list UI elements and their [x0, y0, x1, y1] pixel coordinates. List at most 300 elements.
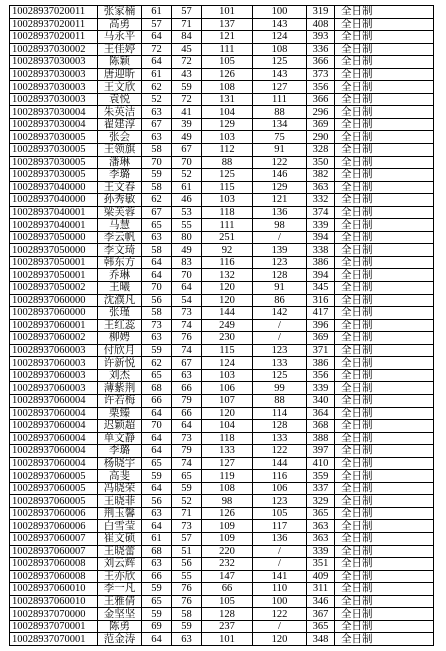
total-score-cell: 296	[307, 106, 335, 119]
foreign-language-score-cell: 73	[172, 520, 202, 533]
subject-2-score-cell: /	[253, 620, 307, 633]
total-score-cell: 388	[307, 432, 335, 445]
politics-score-cell: 67	[142, 118, 172, 131]
subject-1-score-cell: 120	[202, 282, 253, 295]
politics-score-cell: 56	[142, 495, 172, 508]
total-score-cell: 365	[307, 507, 335, 520]
table-row	[10, 169, 434, 182]
total-score-cell: 350	[307, 156, 335, 169]
subject-2-score-cell: 105	[253, 507, 307, 520]
subject-2-score-cell: 123	[253, 344, 307, 357]
foreign-language-score-cell: 66	[172, 407, 202, 420]
subject-1-score-cell: 232	[202, 558, 253, 571]
name-cell: 张瑾	[98, 307, 142, 320]
subject-2-score-cell: /	[253, 319, 307, 332]
study-mode-cell: 全日制	[335, 369, 434, 382]
name-cell: 王文春	[98, 181, 142, 194]
table-row	[10, 131, 434, 144]
name-cell: 潘琳	[98, 156, 142, 169]
politics-score-cell: 64	[142, 31, 172, 44]
table-row	[10, 43, 434, 56]
student-id-cell: 10028937030002	[10, 43, 98, 56]
student-id-cell: 10028937070000	[10, 608, 98, 621]
table-row	[10, 482, 434, 495]
student-id-cell: 10028937060004	[10, 432, 98, 445]
subject-2-score-cell: 123	[253, 495, 307, 508]
study-mode-cell: 全日制	[335, 56, 434, 69]
total-score-cell: 340	[307, 394, 335, 407]
foreign-language-score-cell: 57	[172, 6, 202, 19]
student-id-cell: 10028937050001	[10, 269, 98, 282]
total-score-cell: 417	[307, 307, 335, 320]
subject-1-score-cell: 220	[202, 545, 253, 558]
table-row	[10, 558, 434, 571]
table-row	[10, 532, 434, 545]
study-mode-cell: 全日制	[335, 558, 434, 571]
politics-score-cell: 70	[142, 420, 172, 433]
subject-2-score-cell: 128	[253, 269, 307, 282]
name-cell: 沈濮凡	[98, 294, 142, 307]
subject-2-score-cell: 91	[253, 282, 307, 295]
name-cell: 李文琦	[98, 244, 142, 257]
foreign-language-score-cell: 63	[172, 369, 202, 382]
total-score-cell: 339	[307, 219, 335, 232]
name-cell: 刘杰	[98, 369, 142, 382]
total-score-cell: 394	[307, 231, 335, 244]
politics-score-cell: 56	[142, 294, 172, 307]
foreign-language-score-cell: 79	[172, 394, 202, 407]
subject-1-score-cell: 137	[202, 18, 253, 31]
name-cell: 朱英洁	[98, 106, 142, 119]
table-row	[10, 68, 434, 81]
subject-1-score-cell: 126	[202, 68, 253, 81]
study-mode-cell: 全日制	[335, 206, 434, 219]
name-cell: 付欣月	[98, 344, 142, 357]
subject-2-score-cell: 128	[253, 420, 307, 433]
total-score-cell: 338	[307, 244, 335, 257]
total-score-cell: 409	[307, 570, 335, 583]
total-score-cell: 345	[307, 282, 335, 295]
study-mode-cell: 全日制	[335, 219, 434, 232]
subject-1-score-cell: 118	[202, 206, 253, 219]
foreign-language-score-cell: 54	[172, 294, 202, 307]
study-mode-cell: 全日制	[335, 457, 434, 470]
total-score-cell: 368	[307, 420, 335, 433]
table-row	[10, 545, 434, 558]
foreign-language-score-cell: 72	[172, 56, 202, 69]
total-score-cell: 346	[307, 595, 335, 608]
study-mode-cell: 全日制	[335, 432, 434, 445]
subject-1-score-cell: 129	[202, 118, 253, 131]
politics-score-cell: 61	[142, 68, 172, 81]
foreign-language-score-cell: 59	[172, 81, 202, 94]
foreign-language-score-cell: 71	[172, 507, 202, 520]
subject-2-score-cell: 123	[253, 256, 307, 269]
total-score-cell: 373	[307, 68, 335, 81]
name-cell: 薄紫荆	[98, 382, 142, 395]
table-row	[10, 633, 434, 646]
subject-2-score-cell: 106	[253, 482, 307, 495]
table-row	[10, 344, 434, 357]
study-mode-cell: 全日制	[335, 194, 434, 207]
politics-score-cell: 61	[142, 6, 172, 19]
name-cell: 王领旗	[98, 144, 142, 157]
student-id-cell: 10028937060006	[10, 507, 98, 520]
table-row	[10, 583, 434, 596]
name-cell: 范金涛	[98, 633, 142, 646]
foreign-language-score-cell: 67	[172, 357, 202, 370]
subject-1-score-cell: 127	[202, 457, 253, 470]
subject-1-score-cell: 126	[202, 507, 253, 520]
politics-score-cell: 73	[142, 319, 172, 332]
total-score-cell: 366	[307, 93, 335, 106]
politics-score-cell: 59	[142, 169, 172, 182]
name-cell: 陈勇	[98, 620, 142, 633]
name-cell: 王文欣	[98, 81, 142, 94]
admission-score-table	[9, 5, 434, 646]
foreign-language-score-cell: 74	[172, 457, 202, 470]
study-mode-cell: 全日制	[335, 633, 434, 646]
table-row	[10, 144, 434, 157]
name-cell: 杨晓宇	[98, 457, 142, 470]
name-cell: 张家楠	[98, 6, 142, 19]
subject-1-score-cell: 115	[202, 181, 253, 194]
study-mode-cell: 全日制	[335, 620, 434, 633]
subject-2-score-cell: 88	[253, 394, 307, 407]
subject-1-score-cell: 121	[202, 31, 253, 44]
subject-1-score-cell: 108	[202, 482, 253, 495]
total-score-cell: 316	[307, 294, 335, 307]
student-id-cell: 10028937030003	[10, 81, 98, 94]
subject-2-score-cell: /	[253, 231, 307, 244]
student-id-cell: 10028937020011	[10, 6, 98, 19]
study-mode-cell: 全日制	[335, 81, 434, 94]
politics-score-cell: 62	[142, 194, 172, 207]
study-mode-cell: 全日制	[335, 244, 434, 257]
total-score-cell: 371	[307, 344, 335, 357]
foreign-language-score-cell: 63	[172, 633, 202, 646]
foreign-language-score-cell: 46	[172, 194, 202, 207]
subject-1-score-cell: 105	[202, 595, 253, 608]
name-cell: 李一凡	[98, 583, 142, 596]
student-id-cell: 10028937060002	[10, 332, 98, 345]
student-id-cell: 10028937060008	[10, 570, 98, 583]
politics-score-cell: 64	[142, 445, 172, 458]
politics-score-cell: 63	[142, 558, 172, 571]
study-mode-cell: 全日制	[335, 282, 434, 295]
study-mode-cell: 全日制	[335, 420, 434, 433]
study-mode-cell: 全日制	[335, 68, 434, 81]
subject-1-score-cell: 106	[202, 382, 253, 395]
name-cell: 王晓菲	[98, 495, 142, 508]
subject-1-score-cell: 249	[202, 319, 253, 332]
subject-1-score-cell: 66	[202, 583, 253, 596]
foreign-language-score-cell: 80	[172, 231, 202, 244]
foreign-language-score-cell: 73	[172, 307, 202, 320]
table-row	[10, 445, 434, 458]
study-mode-cell: 全日制	[335, 307, 434, 320]
name-cell: 许若梅	[98, 394, 142, 407]
foreign-language-score-cell: 79	[172, 445, 202, 458]
subject-2-score-cell: 125	[253, 369, 307, 382]
name-cell: 马永平	[98, 31, 142, 44]
politics-score-cell: 67	[142, 206, 172, 219]
study-mode-cell: 全日制	[335, 181, 434, 194]
politics-score-cell: 68	[142, 382, 172, 395]
table-row	[10, 357, 434, 370]
study-mode-cell: 全日制	[335, 382, 434, 395]
politics-score-cell: 58	[142, 144, 172, 157]
student-id-cell: 10028937030005	[10, 169, 98, 182]
subject-1-score-cell: 132	[202, 269, 253, 282]
total-score-cell: 356	[307, 81, 335, 94]
student-id-cell: 10028937030005	[10, 156, 98, 169]
study-mode-cell: 全日制	[335, 495, 434, 508]
student-id-cell: 10028937030003	[10, 56, 98, 69]
politics-score-cell: 59	[142, 583, 172, 596]
table-row	[10, 394, 434, 407]
name-cell: 唐迎昕	[98, 68, 142, 81]
foreign-language-score-cell: 70	[172, 269, 202, 282]
foreign-language-score-cell: 73	[172, 432, 202, 445]
table-row	[10, 332, 434, 345]
table-row	[10, 156, 434, 169]
subject-1-score-cell: 103	[202, 131, 253, 144]
total-score-cell: 394	[307, 269, 335, 282]
subject-2-score-cell: 125	[253, 56, 307, 69]
total-score-cell: 374	[307, 206, 335, 219]
study-mode-cell: 全日制	[335, 294, 434, 307]
name-cell: 迟颖超	[98, 420, 142, 433]
politics-score-cell: 63	[142, 131, 172, 144]
table-row	[10, 6, 434, 19]
subject-1-score-cell: 105	[202, 56, 253, 69]
table-row	[10, 181, 434, 194]
student-id-cell: 10028937060008	[10, 558, 98, 571]
name-cell: 韩东方	[98, 256, 142, 269]
name-cell: 乔琳	[98, 269, 142, 282]
name-cell: 崔文硕	[98, 532, 142, 545]
total-score-cell: 367	[307, 608, 335, 621]
student-id-cell: 10028937060004	[10, 407, 98, 420]
politics-score-cell: 62	[142, 357, 172, 370]
student-id-cell: 10028937060006	[10, 520, 98, 533]
subject-2-score-cell: /	[253, 545, 307, 558]
study-mode-cell: 全日制	[335, 545, 434, 558]
study-mode-cell: 全日制	[335, 231, 434, 244]
subject-2-score-cell: 143	[253, 68, 307, 81]
foreign-language-score-cell: 51	[172, 545, 202, 558]
study-mode-cell: 全日制	[335, 169, 434, 182]
subject-1-score-cell: 128	[202, 608, 253, 621]
student-id-cell: 10028937030005	[10, 144, 98, 157]
study-mode-cell: 全日制	[335, 256, 434, 269]
subject-1-score-cell: 120	[202, 294, 253, 307]
total-score-cell: 348	[307, 633, 335, 646]
student-id-cell: 10028937060004	[10, 445, 98, 458]
study-mode-cell: 全日制	[335, 520, 434, 533]
subject-2-score-cell: 100	[253, 6, 307, 19]
name-cell: 高斐	[98, 470, 142, 483]
student-id-cell: 10028937060000	[10, 294, 98, 307]
politics-score-cell: 69	[142, 620, 172, 633]
study-mode-cell: 全日制	[335, 319, 434, 332]
subject-1-score-cell: 120	[202, 407, 253, 420]
subject-1-score-cell: 111	[202, 43, 253, 56]
student-id-cell: 10028937040001	[10, 219, 98, 232]
study-mode-cell: 全日制	[335, 156, 434, 169]
foreign-language-score-cell: 83	[172, 256, 202, 269]
foreign-language-score-cell: 66	[172, 382, 202, 395]
total-score-cell: 382	[307, 169, 335, 182]
student-id-cell: 10028937060010	[10, 583, 98, 596]
total-score-cell: 363	[307, 532, 335, 545]
politics-score-cell: 64	[142, 482, 172, 495]
subject-1-score-cell: 230	[202, 332, 253, 345]
politics-score-cell: 65	[142, 219, 172, 232]
student-id-cell: 10028937030004	[10, 106, 98, 119]
table-row	[10, 420, 434, 433]
student-id-cell: 10028937060007	[10, 532, 98, 545]
subject-1-score-cell: 107	[202, 394, 253, 407]
name-cell: 王晓蕾	[98, 545, 142, 558]
study-mode-cell: 全日制	[335, 470, 434, 483]
student-id-cell: 10028937050000	[10, 231, 98, 244]
study-mode-cell: 全日制	[335, 18, 434, 31]
study-mode-cell: 全日制	[335, 131, 434, 144]
subject-2-score-cell: 91	[253, 144, 307, 157]
student-id-cell: 10028937060001	[10, 319, 98, 332]
total-score-cell: 386	[307, 256, 335, 269]
name-cell: 金坚坚	[98, 608, 142, 621]
subject-2-score-cell: 117	[253, 520, 307, 533]
study-mode-cell: 全日制	[335, 532, 434, 545]
foreign-language-score-cell: 67	[172, 144, 202, 157]
foreign-language-score-cell: 61	[172, 181, 202, 194]
subject-2-score-cell: /	[253, 332, 307, 345]
study-mode-cell: 全日制	[335, 344, 434, 357]
foreign-language-score-cell: 55	[172, 570, 202, 583]
subject-2-score-cell: 146	[253, 169, 307, 182]
study-mode-cell: 全日制	[335, 595, 434, 608]
subject-2-score-cell: 129	[253, 181, 307, 194]
student-id-cell: 10028937040000	[10, 194, 98, 207]
student-id-cell: 10028937060005	[10, 470, 98, 483]
study-mode-cell: 全日制	[335, 144, 434, 157]
total-score-cell: 328	[307, 144, 335, 157]
total-score-cell: 319	[307, 6, 335, 19]
student-id-cell: 10028937050001	[10, 256, 98, 269]
politics-score-cell: 58	[142, 244, 172, 257]
politics-score-cell: 65	[142, 595, 172, 608]
total-score-cell: 369	[307, 118, 335, 131]
foreign-language-score-cell: 43	[172, 68, 202, 81]
total-score-cell: 311	[307, 583, 335, 596]
name-cell: 马慧	[98, 219, 142, 232]
study-mode-cell: 全日制	[335, 93, 434, 106]
subject-2-score-cell: 124	[253, 31, 307, 44]
student-id-cell: 10028937030004	[10, 118, 98, 131]
student-id-cell: 10028937060003	[10, 357, 98, 370]
subject-1-score-cell: 98	[202, 495, 253, 508]
subject-1-score-cell: 237	[202, 620, 253, 633]
politics-score-cell: 66	[142, 570, 172, 583]
total-score-cell: 363	[307, 520, 335, 533]
foreign-language-score-cell: 76	[172, 332, 202, 345]
study-mode-cell: 全日制	[335, 507, 434, 520]
politics-score-cell: 64	[142, 256, 172, 269]
student-id-cell: 10028937060003	[10, 344, 98, 357]
subject-1-score-cell: 108	[202, 81, 253, 94]
subject-1-score-cell: 103	[202, 369, 253, 382]
subject-2-score-cell: 142	[253, 307, 307, 320]
foreign-language-score-cell: 84	[172, 31, 202, 44]
foreign-language-score-cell: 49	[172, 131, 202, 144]
subject-1-score-cell: 109	[202, 532, 253, 545]
subject-2-score-cell: 139	[253, 244, 307, 257]
table-row	[10, 256, 434, 269]
name-cell: 陈颖	[98, 56, 142, 69]
name-cell: 袁悦	[98, 93, 142, 106]
subject-2-score-cell: 121	[253, 194, 307, 207]
foreign-language-score-cell: 70	[172, 156, 202, 169]
subject-1-score-cell: 125	[202, 169, 253, 182]
table-row	[10, 495, 434, 508]
name-cell: 王曦	[98, 282, 142, 295]
student-id-cell: 10028937030005	[10, 131, 98, 144]
name-cell: 王红蕊	[98, 319, 142, 332]
table-row	[10, 244, 434, 257]
subject-2-score-cell: 122	[253, 156, 307, 169]
politics-score-cell: 65	[142, 457, 172, 470]
student-id-cell: 10028937060003	[10, 382, 98, 395]
study-mode-cell: 全日制	[335, 583, 434, 596]
table-row	[10, 93, 434, 106]
table-row	[10, 294, 434, 307]
subject-1-score-cell: 109	[202, 520, 253, 533]
politics-score-cell: 70	[142, 282, 172, 295]
total-score-cell: 339	[307, 382, 335, 395]
name-cell: 荆玉馨	[98, 507, 142, 520]
student-id-cell: 10028937060007	[10, 545, 98, 558]
foreign-language-score-cell: 74	[172, 319, 202, 332]
total-score-cell: 290	[307, 131, 335, 144]
total-score-cell: 332	[307, 194, 335, 207]
subject-1-score-cell: 101	[202, 6, 253, 19]
subject-1-score-cell: 251	[202, 231, 253, 244]
table-row	[10, 470, 434, 483]
total-score-cell: 393	[307, 31, 335, 44]
student-id-cell: 10028937050000	[10, 244, 98, 257]
study-mode-cell: 全日制	[335, 106, 434, 119]
total-score-cell: 366	[307, 56, 335, 69]
name-cell: 王佳婷	[98, 43, 142, 56]
total-score-cell: 386	[307, 357, 335, 370]
table-row	[10, 407, 434, 420]
politics-score-cell: 59	[142, 608, 172, 621]
subject-2-score-cell: 86	[253, 294, 307, 307]
name-cell: 李云帆	[98, 231, 142, 244]
student-id-cell: 10028937040000	[10, 181, 98, 194]
politics-score-cell: 63	[142, 332, 172, 345]
politics-score-cell: 58	[142, 181, 172, 194]
subject-1-score-cell: 111	[202, 219, 253, 232]
student-id-cell: 10028937020011	[10, 31, 98, 44]
subject-2-score-cell: 133	[253, 357, 307, 370]
subject-2-score-cell: 127	[253, 81, 307, 94]
politics-score-cell: 63	[142, 507, 172, 520]
politics-score-cell: 66	[142, 394, 172, 407]
